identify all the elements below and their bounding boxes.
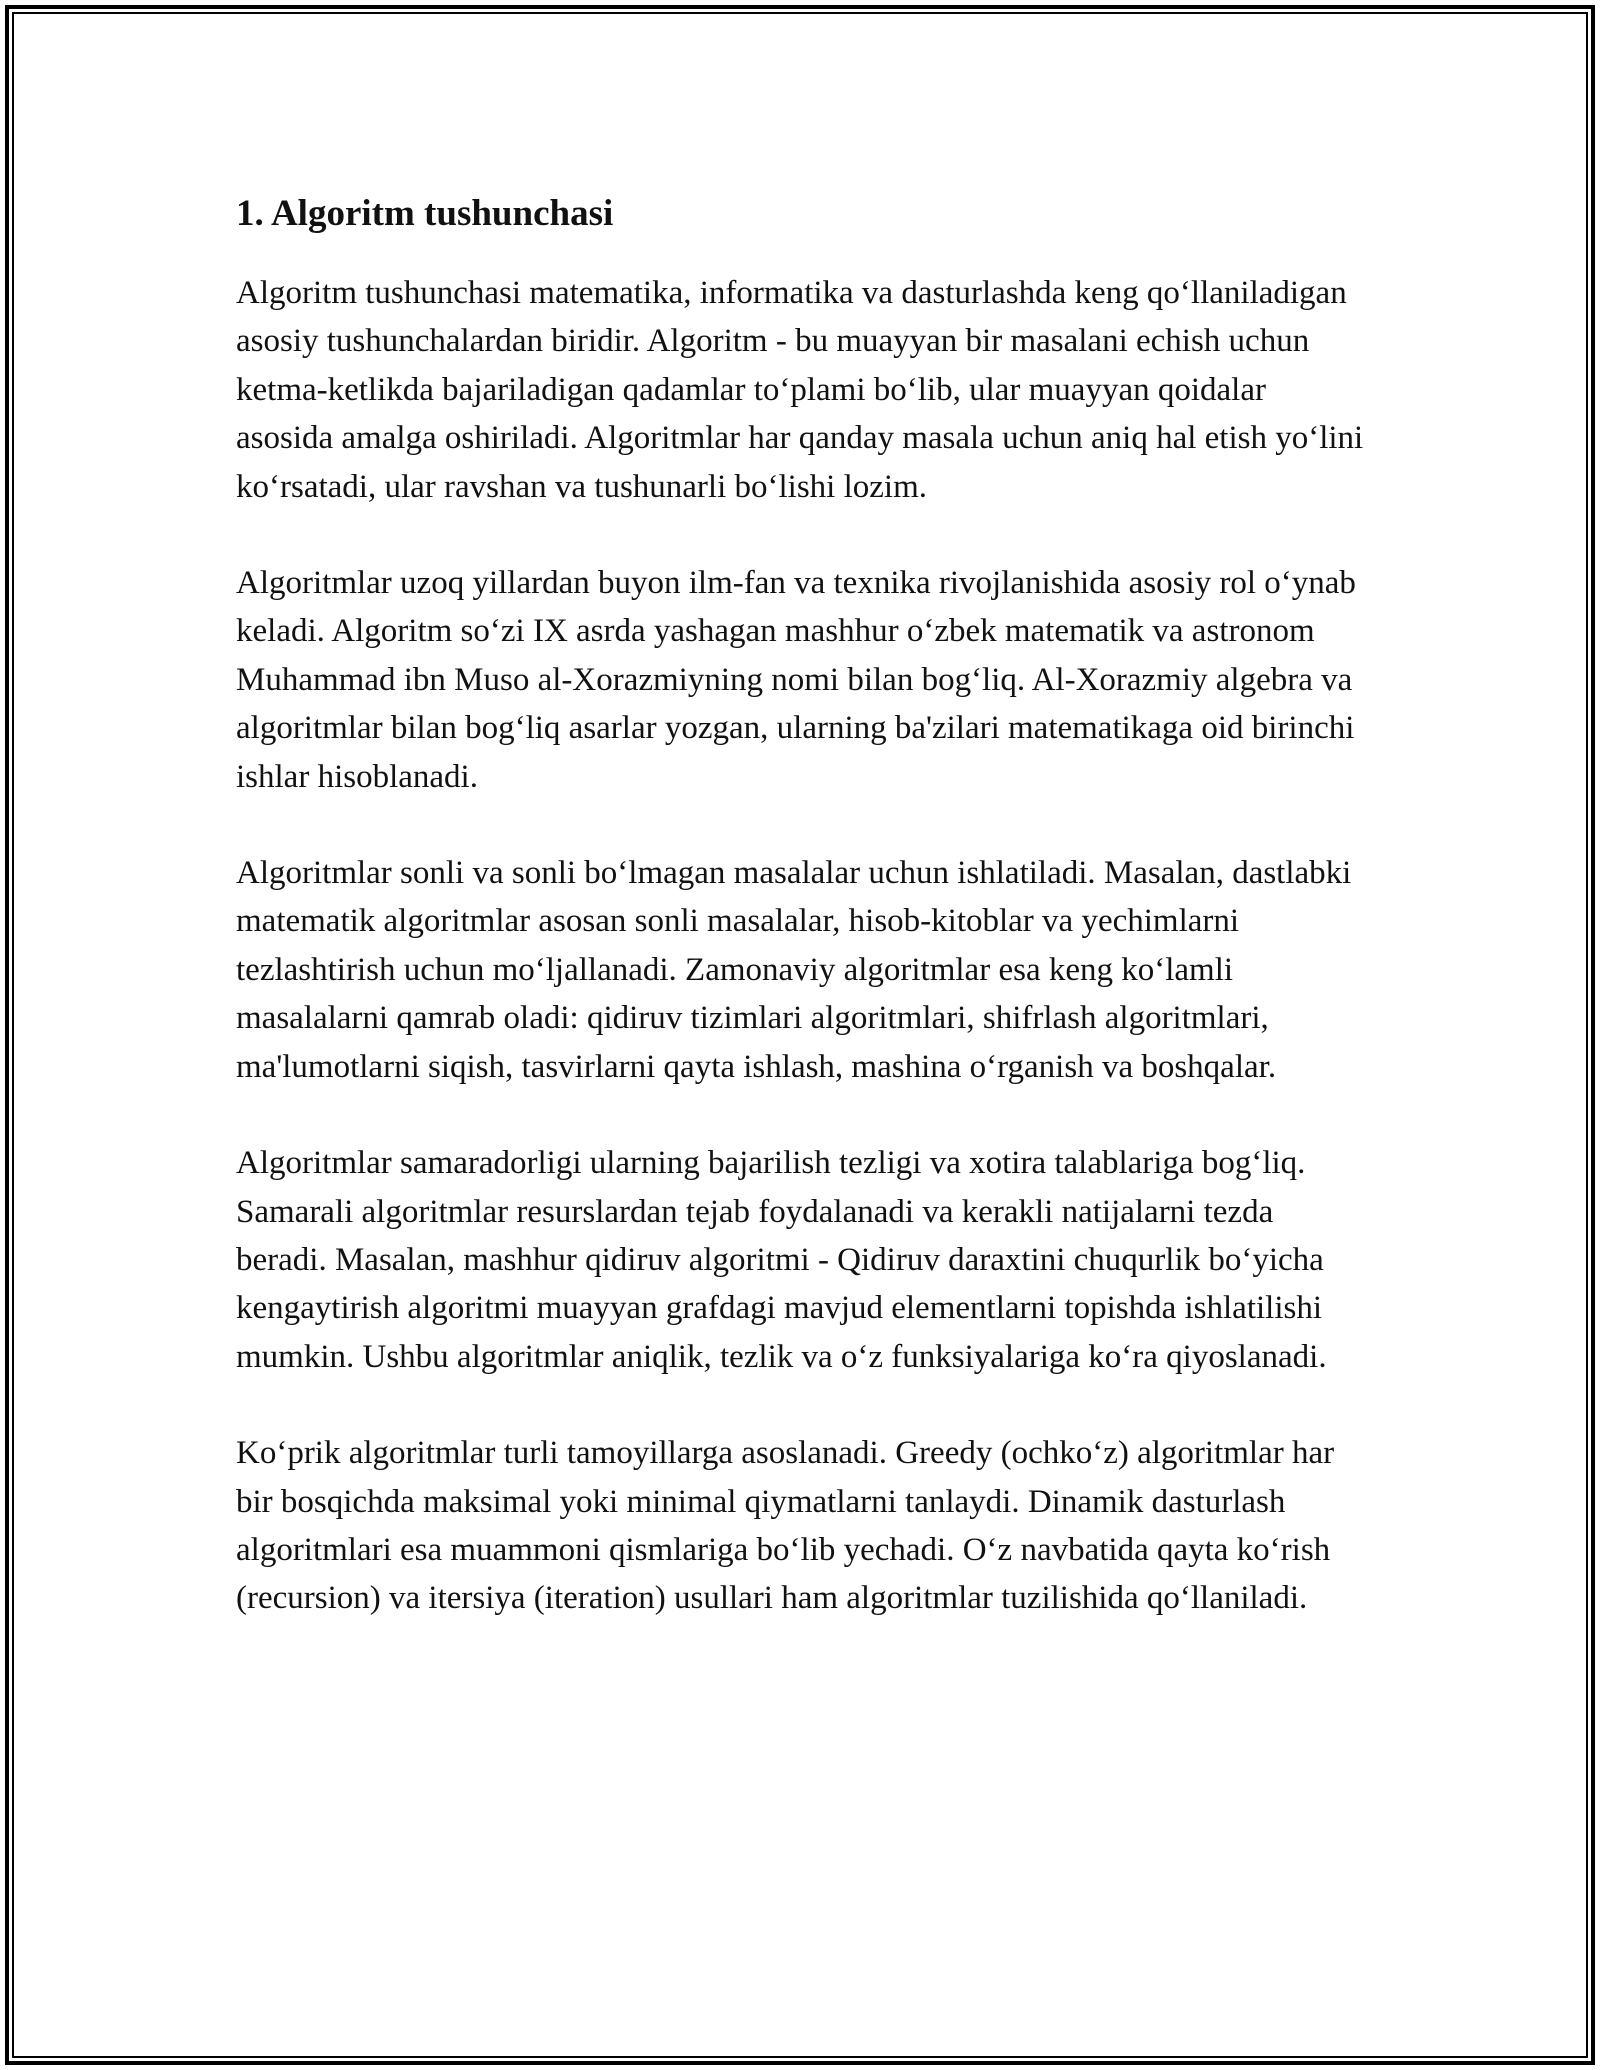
paragraph-1: Algoritm tushunchasi matematika, informatika va dasturlashda keng qoʻllaniladigan asosiy tushunchalardan biridir. Algoritm - bu muayyan bir masalani echish uchun ketma-ketlikda bajariladigan qadamlar toʻplami boʻlib, ular muayyan qoidalar asosida amalga oshiriladi. Algoritmlar har qanday masala uchun aniq hal etish yoʻlini koʻrsatadi, ular ravshan va tushunarli boʻlishi lozim. (236, 275, 1364, 505)
section-heading: 1. Algoritm tushunchasi (236, 193, 614, 234)
paragraph-2: Algoritmlar uzoq yillardan buyon ilm-fan va texnika rivojlanishida asosiy rol oʻynab keladi. Algoritm soʻzi IX asrda yashagan mashhur oʻzbek matematik va astronom Muhammad ibn Muso al-Xorazmiyning nomi bilan bogʻliq. Al-Xorazmiy algebra va algoritmlar bilan bogʻliq asarlar yozgan, ularning ba'zilari matematikaga oid birinchi ishlar hisoblanadi. (236, 565, 1356, 795)
paragraph-4: Algoritmlar samaradorligi ularning bajarilish tezligi va xotira talablariga bogʻliq. Samarali algoritmlar resurslardan tejab foydalanadi va kerakli natijalarni tezda beradi. Masalan, mashhur qidiruv algoritmi - Qidiruv daraxtini chuqurlik boʻyicha kengaytirish algoritmi muayyan grafdagi mavjud elementlarni topishda ishlatilishi mumkin. Ushbu algoritmlar aniqlik, tezlik va oʻz funksiyalariga koʻra qiyoslanadi. (236, 1145, 1327, 1375)
paragraph-5: Koʻprik algoritmlar turli tamoyillarga asoslanadi. Greedy (ochkoʻz) algoritmlar har bir bosqichda maksimal yoki minimal qiymatlarni tanlaydi. Dinamik dasturlash algoritmlari esa muammoni qismlariga boʻlib yechadi. Oʻz navbatida qayta koʻrish (recursion) va itersiya (iteration) usullari ham algoritmlar tuzilishida qoʻllaniladi. (236, 1435, 1335, 1617)
paragraph-3: Algoritmlar sonli va sonli boʻlmagan masalalar uchun ishlatiladi. Masalan, dastlabki matematik algoritmlar asosan sonli masalalar, hisob-kitoblar va yechimlarni tezlashtirish uchun moʻljallanadi. Zamonaviy algoritmlar esa keng koʻlamli masalalarni qamrab oladi: qidiruv tizimlari algoritmlari, shifrlash algoritmlari, ma'lumotlarni siqish, tasvirlarni qayta ishlash, mashina oʻrganish va boshqalar. (236, 855, 1352, 1085)
document-body (236, 185, 1366, 1671)
